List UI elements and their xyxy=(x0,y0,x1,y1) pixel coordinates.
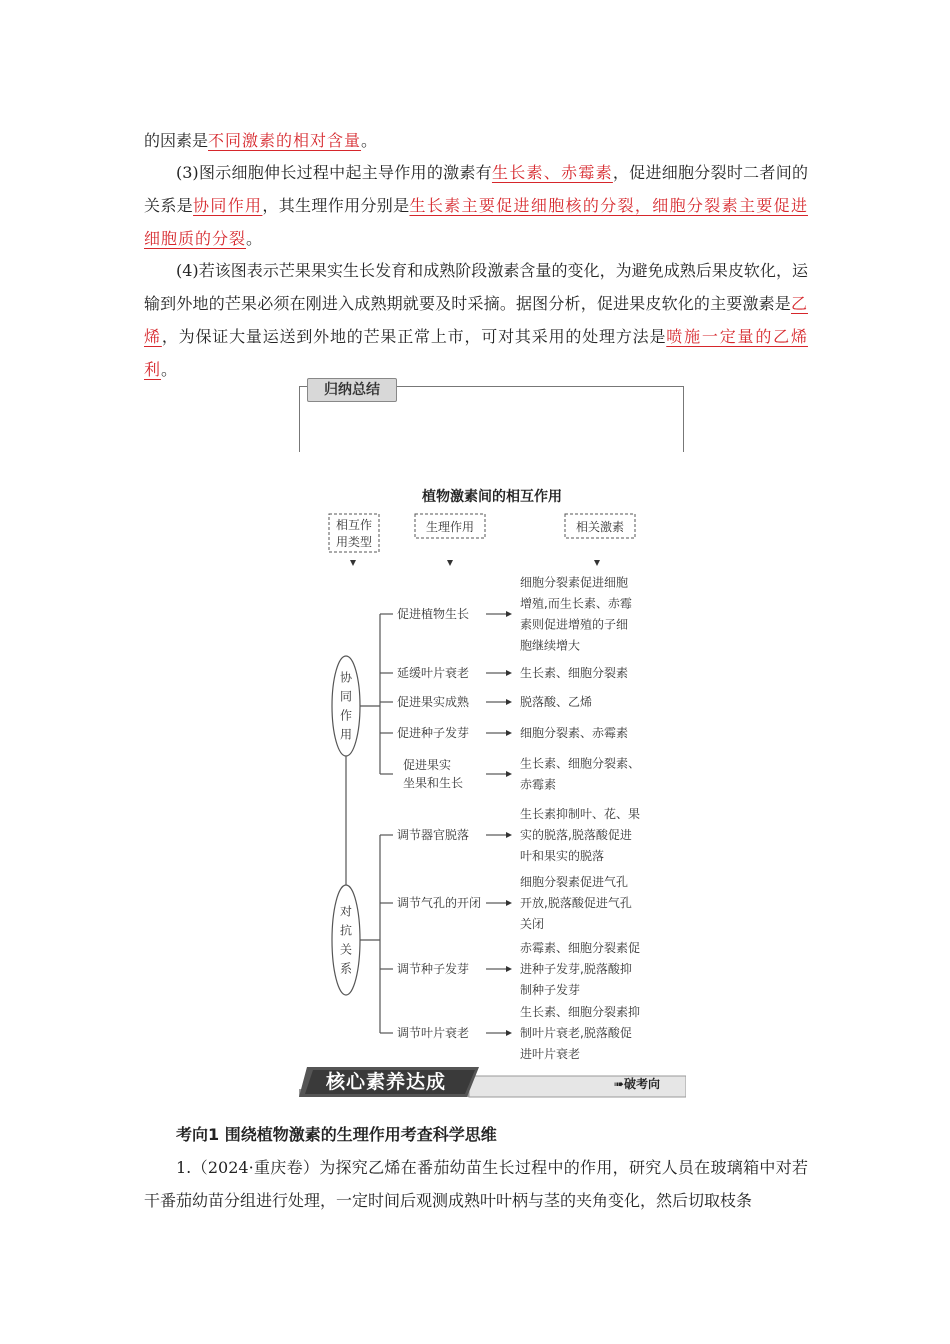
diagram-title: 植物激素间的相互作用 xyxy=(422,489,562,505)
hormone-description: 增殖,而生长素、赤霉 xyxy=(520,596,632,611)
group-label-char: 作 xyxy=(339,708,353,723)
header-hormones: 相关激素 xyxy=(575,520,625,534)
answer-blank: 生长素主要促进细胞核的分裂，细胞分裂素主要促进细胞质的分裂 xyxy=(144,196,808,248)
paragraph-4 xyxy=(144,254,808,386)
function-label: 调节种子发芽 xyxy=(397,962,470,976)
group-label-char: 同 xyxy=(339,689,353,704)
header-type-line1: 相互作 xyxy=(335,518,373,532)
function-label: 调节气孔的开闭 xyxy=(397,896,482,910)
text: ，促进细胞分裂时二者间的关系是 xyxy=(144,163,808,215)
text: (3)图示细胞伸长过程中起主导作用的激素有 xyxy=(176,163,492,182)
hormone-description: 赤霉素、细胞分裂素促 xyxy=(520,941,641,955)
text: 。 xyxy=(361,131,378,150)
header-function: 生理作用 xyxy=(425,520,475,534)
hormone-description: 实的脱落,脱落酸促进 xyxy=(520,828,632,842)
arrow-right-icon xyxy=(506,832,512,838)
arrow-right-icon xyxy=(506,771,512,777)
hormone-description: 生长素、细胞分裂素、 xyxy=(520,756,641,771)
answer-blank: 生长素、赤霉素 xyxy=(491,163,613,182)
arrow-right-icon xyxy=(506,1030,512,1036)
arrow-right-icon xyxy=(506,730,512,736)
hormone-description: 胞继续增大 xyxy=(520,638,581,653)
arrow-right-icon xyxy=(506,966,512,972)
hormone-description: 赤霉素 xyxy=(520,777,557,792)
function-label: 促进果实成熟 xyxy=(397,695,470,709)
arrow-right-icon xyxy=(506,900,512,906)
hormone-description: 细胞分裂素、赤霉素 xyxy=(520,726,629,740)
function-label: 促进种子发芽 xyxy=(397,726,470,740)
text: 。 xyxy=(246,229,263,248)
diagram-body xyxy=(332,575,640,1062)
hormone-description: 脱落酸、乙烯 xyxy=(520,695,593,709)
hormone-description: 制叶片衰老,脱落酸促 xyxy=(520,1026,632,1040)
function-label: 坐果和生长 xyxy=(403,776,464,790)
hormone-description: 素则促进增殖的子细 xyxy=(520,617,629,632)
group-label-char: 协 xyxy=(339,670,353,685)
hormone-interaction-diagram xyxy=(300,480,700,1080)
answer-blank: 不同激素的相对含量 xyxy=(208,131,362,150)
hormone-description: 生长素、细胞分裂素抑 xyxy=(520,1005,641,1019)
paragraph-continuation xyxy=(144,124,808,157)
answer-blank: 乙烯 xyxy=(144,294,808,346)
arrow-right-icon xyxy=(506,670,512,676)
arrow-down-icon xyxy=(350,560,356,566)
hormone-description: 生长素抑制叶、花、果 xyxy=(520,807,641,821)
paragraph-3 xyxy=(144,156,808,255)
group-label-char: 对 xyxy=(339,904,353,919)
function-label: 促进果实 xyxy=(403,758,452,772)
hormone-description: 叶和果实的脱落 xyxy=(520,849,605,863)
summary-tab: 归纳总结 xyxy=(307,378,397,402)
arrow-down-icon xyxy=(447,560,453,566)
function-label: 促进植物生长 xyxy=(397,607,470,621)
question-1: 1.（2024·重庆卷）为探究乙烯在番茄幼苗生长过程中的作用，研究人员在玻璃箱中对若干番茄幼苗分组进行处理，一定时间后观测成熟叶叶柄与茎的夹角变化，然后切取枝条 xyxy=(144,1158,808,1210)
header-type-line2: 用类型 xyxy=(335,535,373,549)
arrow-down-icon xyxy=(594,560,600,566)
group-label-char: 用 xyxy=(339,727,353,742)
hormone-description: 进种子发芽,脱落酸抑 xyxy=(520,962,632,976)
text: 。 xyxy=(161,360,178,379)
text: ，其生理作用分别是 xyxy=(262,196,410,215)
text: 的因素是 xyxy=(144,131,209,150)
group-label-char: 抗 xyxy=(339,923,353,938)
hormone-description: 细胞分裂素促进气孔 xyxy=(520,875,629,889)
group-ellipse xyxy=(332,885,360,995)
section-title: 考向1 围绕植物激素的生理作用考查科学思维 xyxy=(176,1125,497,1144)
group-label-char: 关 xyxy=(339,942,353,957)
function-label: 延缓叶片衰老 xyxy=(397,666,470,680)
hormone-description: 进叶片衰老 xyxy=(520,1047,581,1061)
answer-blank: 喷施一定量的乙烯利 xyxy=(144,327,808,379)
arrow-right-icon xyxy=(506,611,512,617)
group-label-char: 系 xyxy=(339,961,353,976)
hormone-description: 关闭 xyxy=(520,917,545,931)
hormone-description: 细胞分裂素促进细胞 xyxy=(520,575,629,590)
function-label: 调节器官脱落 xyxy=(397,828,470,842)
hormone-description: 开放,脱落酸促进气孔 xyxy=(520,896,632,910)
banner-tag: ➠破考向 xyxy=(614,1077,661,1091)
function-label: 调节叶片衰老 xyxy=(397,1026,470,1040)
hormone-description: 制种子发芽 xyxy=(520,983,581,997)
answer-blank: 协同作用 xyxy=(193,196,263,215)
hormone-description: 生长素、细胞分裂素 xyxy=(520,666,629,680)
text: ，为保证大量运送到外地的芒果正常上市，可对其采用的处理方法是 xyxy=(161,327,667,346)
arrow-right-icon xyxy=(506,699,512,705)
text: (4)若该图表示芒果果实生长发育和成熟阶段激素含量的变化，为避免成熟后果皮软化，运输到外地的芒果必须在刚进入成熟期就要及时采摘。据图分析，促进果皮软化的主要激素是 xyxy=(144,261,808,313)
banner-title: 核心素养达成 xyxy=(326,1071,447,1093)
